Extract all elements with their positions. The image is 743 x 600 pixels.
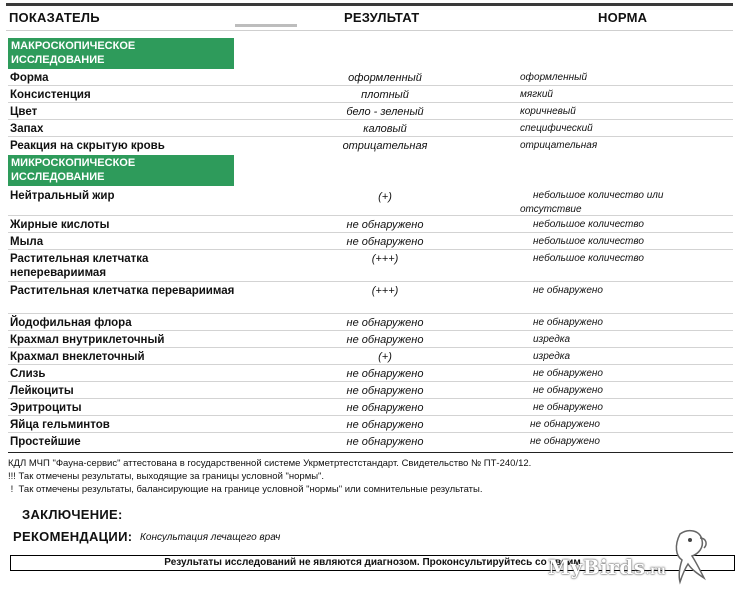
recommendations-value: Консультация лечащего врач [140,532,281,543]
row-name: Растительная клетчатка неперевариимая [10,253,149,279]
row-result: плотный [361,89,409,101]
row-result: (+) [378,191,392,203]
row-name: Реакция на скрытую кровь [10,140,165,152]
row-divider [8,364,733,365]
watermark-text: MyBirds [548,555,646,579]
row-result: (+) [378,351,392,363]
row-norm: отрицательная [520,140,598,151]
row-name: Эритроциты [10,402,82,414]
row-name: Простейшие [10,436,81,448]
row-norm: оформленный [520,72,588,83]
column-header-result: РЕЗУЛЬТАТ [344,10,420,25]
row-norm: изредка [533,334,571,345]
row-norm: мягкий [520,89,553,100]
row-divider [8,215,733,216]
column-header-indicator: ПОКАЗАТЕЛЬ [9,10,100,25]
row-name: Мыла [10,236,44,248]
row-norm: не обнаружено [530,419,600,430]
row-result: не обнаружено [346,236,424,248]
row-divider [8,415,733,416]
row-result: не обнаружено [346,385,424,397]
section-microscopic: МИКРОСКОПИЧЕСКОЕ ИССЛЕДОВАНИЕ [8,155,234,186]
row-result: не обнаружено [346,368,424,380]
header-top-rule [6,3,733,6]
row-divider [8,119,733,120]
row-name: Крахмал внутриклеточный [10,334,165,346]
row-name: Форма [10,72,49,84]
row-divider [8,313,733,314]
conclusion-label: ЗАКЛЮЧЕНИЕ: [22,507,123,522]
row-name: Крахмал внеклеточный [10,351,145,363]
row-name: Растительная клетчатка перевариимая [10,285,235,297]
row-divider [8,432,733,433]
watermark-suffix: .ru [645,563,667,577]
row-name: Слизь [10,368,46,380]
row-name: Йодофильная флора [10,317,132,329]
row-norm: небольшое количество [533,236,644,247]
row-result: не обнаружено [346,419,424,431]
row-result: (+++) [371,253,399,265]
column-header-norm: НОРМА [598,10,648,25]
row-norm: небольшое количество [533,253,644,264]
row-norm: небольшое количество [533,219,644,230]
note-borderline: ! Так отмечены результаты, балансирующие на границе условной "нормы" или сомнительные результаты. [8,484,483,495]
row-result: бело - зеленый [346,106,424,118]
row-norm: не обнаружено [533,385,603,396]
row-result: не обнаружено [346,317,424,329]
row-result: не обнаружено [346,436,424,448]
row-divider [8,102,733,103]
row-divider [8,85,733,86]
row-result: (+++) [371,285,399,297]
row-divider [8,398,733,399]
note-outside-norm: !!! Так отмечены результаты, выходящие за границы условной "нормы". [8,471,325,482]
row-result: не обнаружено [346,402,424,414]
parrot-logo-icon [660,526,720,588]
row-divider [8,249,733,250]
row-norm: не обнаружено [533,285,603,296]
row-norm: не обнаружено [530,436,600,447]
row-name: Цвет [10,106,38,118]
row-divider [8,347,733,348]
row-divider [8,330,733,331]
row-result: каловый [363,123,407,135]
header-tab-mark [235,24,297,27]
row-name: Яйца гельминтов [10,419,110,431]
row-norm: не обнаружено [533,368,603,379]
row-norm: коричневый [520,106,576,117]
row-norm: специфический [520,123,593,134]
section-macroscopic: МАКРОСКОПИЧЕСКОЕ ИССЛЕДОВАНИЕ [8,38,234,69]
row-name: Консистенция [10,89,91,101]
row-result: не обнаружено [346,219,424,231]
row-result: не обнаружено [346,334,424,346]
row-norm: не обнаружено [533,402,603,413]
watermark-logo [548,555,666,579]
row-name: Нейтральный жир [10,190,115,202]
row-name: Лейкоциты [10,385,74,397]
footer-text: Результаты исследований не являются диагнозом. Проконсультируйтесь со своим [164,557,581,568]
row-norm: не обнаружено [533,317,603,328]
row-result: оформленный [348,72,422,84]
table-bottom-rule [8,452,733,453]
row-divider [8,136,733,137]
row-norm: изредка [533,351,571,362]
header-underline [6,30,733,31]
row-divider [8,281,733,282]
row-name: Жирные кислоты [10,219,110,231]
row-result: отрицательная [342,140,428,152]
row-name: Запах [10,123,44,135]
row-norm: небольшое количество или отсутствие [520,190,664,215]
row-divider [8,232,733,233]
note-accreditation: КДЛ МЧП "Фауна-сервис" аттестована в государственной системе Укрметртестстандарт. Свидетельство № ПТ-240/12. [8,458,532,469]
row-divider [8,381,733,382]
recommendations-label: РЕКОМЕНДАЦИИ: [13,529,133,544]
